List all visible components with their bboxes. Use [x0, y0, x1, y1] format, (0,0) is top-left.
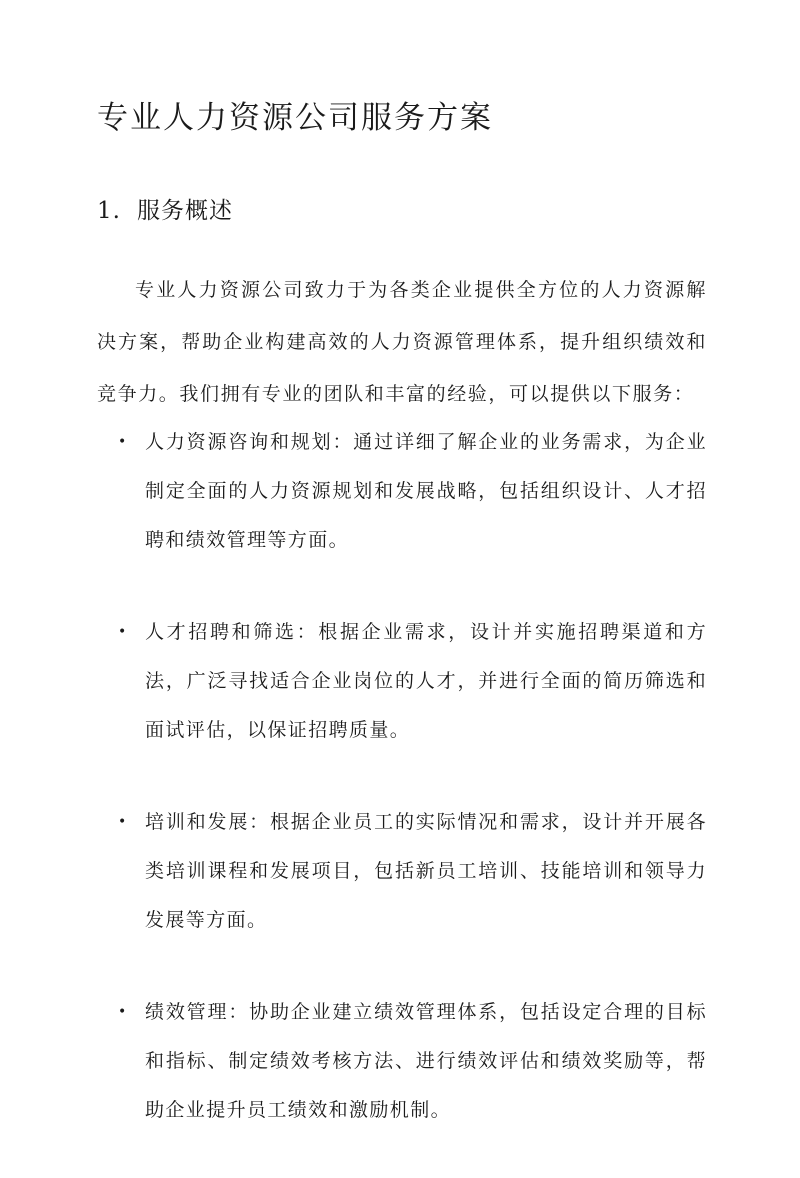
section-heading	[97, 193, 233, 229]
document-title: 专业人力资源公司服务方案	[97, 100, 493, 136]
section-number: 1.	[97, 198, 121, 224]
bullet-icon: •	[118, 624, 128, 640]
bullet-icon: •	[118, 434, 128, 450]
list-item-text: 绩效管理：协助企业建立绩效管理体系，包括设定合理的目标和指标、制定绩效考核方法、进行绩效评估和绩效奖励等，帮助企业提升员工绩效和激励机制。	[145, 1001, 707, 1121]
intro-paragraph: 专业人力资源公司致力于为各类企业提供全方位的人力资源解决方案，帮助企业构建高效的人力资源管理体系，提升组织绩效和竞争力。我们拥有专业的团队和丰富的经验，可以提供以下服务：	[97, 279, 707, 405]
list-item	[97, 798, 707, 945]
list-item-text: 人才招聘和筛选：根据企业需求，设计并实施招聘渠道和方法，广泛寻找适合企业岗位的人才，并进行全面的简历筛选和面试评估，以保证招聘质量。	[145, 621, 707, 741]
list-item	[97, 418, 707, 565]
service-list	[97, 418, 707, 1178]
list-item-text: 培训和发展：根据企业员工的实际情况和需求，设计并开展各类培训课程和发展项目，包括新员工培训、技能培训和领导力发展等方面。	[145, 811, 707, 931]
list-item-text: 人力资源咨询和规划：通过详细了解企业的业务需求，为企业制定全面的人力资源规划和发展战略，包括组织设计、人才招聘和绩效管理等方面。	[145, 431, 707, 551]
list-item	[97, 608, 707, 755]
bullet-icon: •	[118, 1004, 128, 1020]
list-item	[97, 988, 707, 1135]
section-title: 服务概述	[136, 198, 233, 224]
bullet-icon: •	[118, 814, 128, 830]
